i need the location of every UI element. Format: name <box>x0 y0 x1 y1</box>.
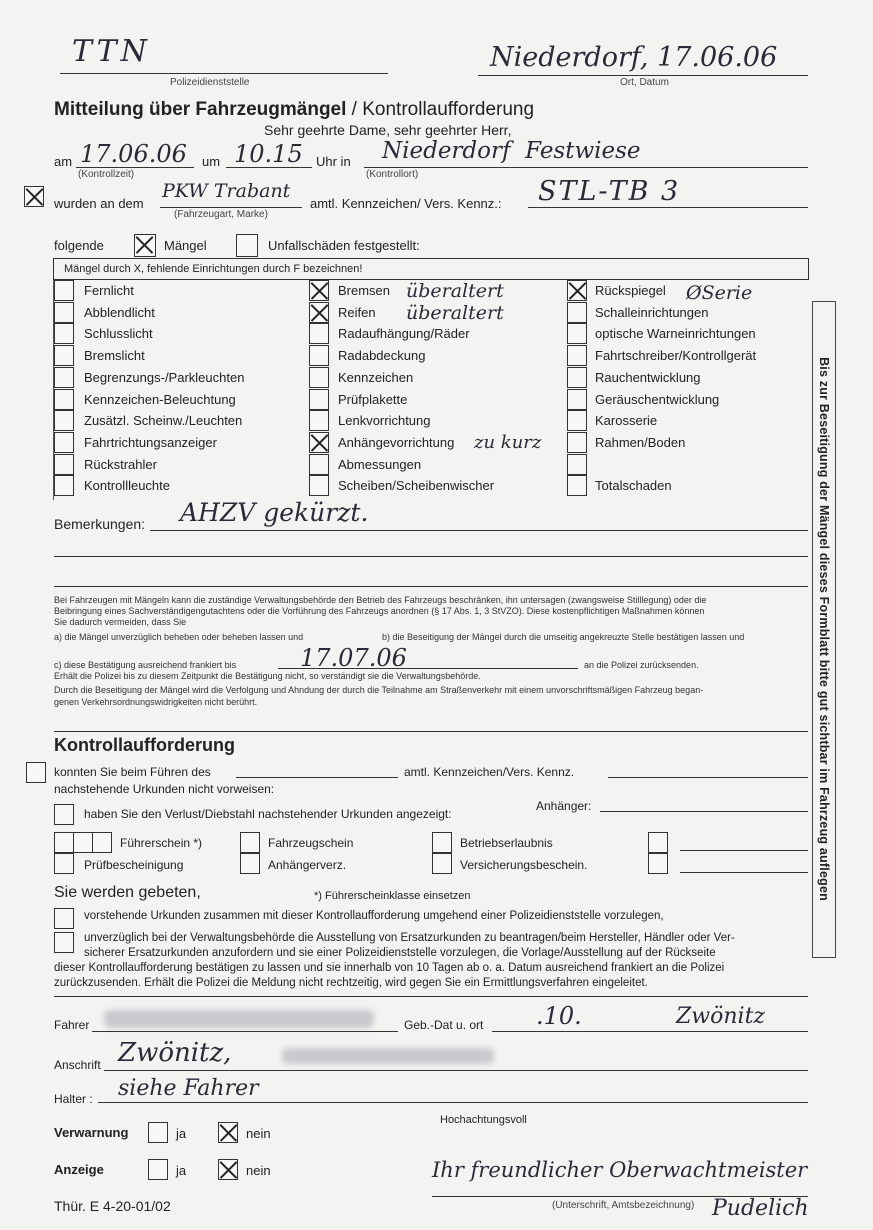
defect-checkbox-col3-8[interactable] <box>567 454 587 475</box>
sidebar-text: Bis zur Beseitigung der Mängel dieses Formblatt bitte gut sichtbar im Fahrzeug auflegen <box>817 357 831 901</box>
defect-label-col2-2: Radaufhängung/Räder <box>338 326 470 342</box>
legal-l1: Bei Fahrzeugen mit Mängeln kann die zuständige Verwaltungsbehörde den Betrieb des Fahrzeugs beschränken, ihn untersagen (zwangsweise Stilllegung) oder die <box>54 595 707 605</box>
defect-label-col1-8: Rückstrahler <box>84 456 157 472</box>
fuehrerschein-box-3[interactable] <box>92 832 112 853</box>
defect-checkbox-col2-5[interactable] <box>309 389 329 410</box>
defect-label-col3-7: Rahmen/Boden <box>595 434 686 450</box>
defect-checkbox-col3-6[interactable] <box>567 410 587 431</box>
legal-c: c) diese Bestätigung ausreichend frankiert bis <box>54 660 237 670</box>
option2-line-c: dieser Kontrollaufforderung bestätigen zu lassen und sie innerhalb von 10 Tagen ab o. a. Datum ausreichend frankiert an die Polizei <box>54 962 725 974</box>
other-doc-line-1 <box>680 850 808 851</box>
control-time: 10.15 <box>234 140 303 168</box>
defect-label-col1-9: Kontrollleuchte <box>84 478 170 494</box>
remarks-line-1 <box>150 530 808 531</box>
betriebserlaubnis-checkbox[interactable] <box>432 832 452 853</box>
option2-checkbox[interactable] <box>54 932 74 953</box>
anzeige-nein-checkbox[interactable] <box>218 1159 238 1180</box>
defect-label-col1-0: Fernlicht <box>84 283 134 298</box>
fahrzeugschein-checkbox[interactable] <box>240 832 260 853</box>
defect-checkbox-col3-9[interactable] <box>567 475 587 496</box>
halter-line <box>98 1102 808 1103</box>
option2-line-d: zurückzusenden. Erhält die Polizei die Meldung nicht rechtzeitig, wird gegen Sie ein Ermittlungsverfahren eingeleitet. <box>54 977 648 989</box>
fuehrerschein-box-2[interactable] <box>73 832 93 853</box>
control-place: Niederdorf Festwiese <box>382 138 641 164</box>
defect-label-col3-1: Schalleinrichtungen <box>595 304 709 320</box>
vehicle-checkbox[interactable] <box>24 186 44 207</box>
control-time-line <box>226 167 312 168</box>
option2-line-b: sicherer Ersatzurkunden anzufordern und sie einer Polizeidienststelle vorzulegen, die Vorlage/Ausstellung auf der Rückseite <box>84 947 716 959</box>
doc-pruefbescheinigung: Prüfbescheinigung <box>84 858 184 872</box>
salutation: Sehr geehrte Dame, sehr geehrter Herr, <box>264 122 512 138</box>
anschrift-value: Zwönitz, <box>118 1038 232 1068</box>
defect-checkbox-col2-3[interactable] <box>309 345 329 366</box>
maengel-label: Mängel <box>164 238 207 253</box>
anschrift-label: Anschrift <box>54 1058 101 1072</box>
defect-label-col3-6: Karosserie <box>595 413 658 429</box>
defect-checkbox-col3-7[interactable] <box>567 432 587 453</box>
station-label: Polizeidienststelle <box>170 77 250 88</box>
control-time-label: (Kontrollzeit) <box>78 169 135 180</box>
defect-label-col2-0: Bremsen <box>338 283 391 298</box>
option1-text: vorstehende Urkunden zusammen mit dieser Kontrollaufforderung umgehend einer Polizeidienststelle vorzulegen, <box>84 910 664 922</box>
anzeige-label: Anzeige <box>54 1162 104 1177</box>
legal-l5: Durch die Beseitigung der Mängel wird die Verfolgung und Ahndung der durch die Teilnahme am Straßenverkehr mit einem unvorschriftsmäßigen Fahrzeug began- <box>54 685 704 695</box>
defect-label-col1-6: Zusätzl. Scheinw./Leuchten <box>84 413 243 429</box>
defect-checkbox-col1-3[interactable] <box>54 345 74 366</box>
defect-checkbox-col1-0[interactable] <box>54 280 74 301</box>
defect-checkbox-col1-1[interactable] <box>54 302 74 323</box>
defect-checkbox-col3-2[interactable] <box>567 323 587 344</box>
anhaengerverz-checkbox[interactable] <box>240 853 260 874</box>
defect-label-col1-2: Schlusslicht <box>84 326 153 342</box>
defect-label-col2-3: Radabdeckung <box>338 348 426 364</box>
doc-fuehrerschein: Führerschein *) <box>120 836 203 850</box>
note-spiegel: ØSerie <box>686 282 753 304</box>
kontroll-q1b: amtl. Kennzeichen/Vers. Kennz. <box>404 765 575 779</box>
defect-label-col1-1: Abblendlicht <box>84 304 155 320</box>
anzeige-nein: nein <box>246 1163 271 1178</box>
station-value: TTN <box>72 34 151 69</box>
note-anhaenge: zu kurz <box>474 432 542 453</box>
signature-label: (Unterschrift, Amtsbezeichnung) <box>552 1200 695 1211</box>
halter-value: siehe Fahrer <box>118 1076 259 1101</box>
versicherung-checkbox[interactable] <box>432 853 452 874</box>
section-divider <box>54 731 808 732</box>
defect-checkbox-col2-0[interactable] <box>309 280 329 301</box>
doc-versicherung: Versicherungsbeschein. <box>460 858 588 872</box>
verwarnung-nein-checkbox[interactable] <box>218 1122 238 1143</box>
other-doc-checkbox-1[interactable] <box>648 832 668 853</box>
defect-checkbox-col2-6[interactable] <box>309 410 329 431</box>
defect-label-col1-5: Kennzeichen-Beleuchtung <box>84 391 236 407</box>
legal-a: a) die Mängel unverzüglich beheben oder beheben lassen und <box>54 632 304 642</box>
anzeige-ja-checkbox[interactable] <box>148 1159 168 1180</box>
defect-checkbox-col1-7[interactable] <box>54 432 74 453</box>
other-doc-line-2 <box>680 872 808 873</box>
am-label: am <box>54 154 73 169</box>
defect-checkbox-col2-2[interactable] <box>309 323 329 344</box>
vehicle-type: PKW Trabant <box>162 180 291 202</box>
plate-line <box>528 207 808 208</box>
plate-label: amtl. Kennzeichen/ Vers. Kennz.: <box>310 196 502 211</box>
defect-checkbox-col2-1[interactable] <box>309 302 329 323</box>
remarks-line-2 <box>54 556 808 557</box>
defect-checkbox-col2-4[interactable] <box>309 367 329 388</box>
greeting: Hochachtungsvoll <box>440 1114 527 1126</box>
other-doc-checkbox-2[interactable] <box>648 853 668 874</box>
option1-checkbox[interactable] <box>54 908 74 929</box>
remarks-label: Bemerkungen: <box>54 516 146 532</box>
legal-l4: Erhält die Polizei bis zu diesem Zeitpunkt die Bestätigung nicht, so verständigt sie die Verwaltungsbehörde. <box>54 671 481 681</box>
defect-label-col3-0: Rückspiegel <box>595 283 666 298</box>
defect-checkbox-col1-4[interactable] <box>54 367 74 388</box>
legal-c-line <box>278 668 578 669</box>
verwarnung-ja: ja <box>176 1126 187 1141</box>
control-place-label: (Kontrollort) <box>366 169 419 180</box>
defect-label-col1-3: Bremslicht <box>84 348 145 364</box>
anhaenger-line <box>600 811 808 812</box>
kontroll-q1c: nachstehende Urkunden nicht vorweisen: <box>54 782 275 796</box>
anhaenger-label: Anhänger: <box>536 799 592 813</box>
station-line <box>60 73 388 74</box>
fahrer-label: Fahrer <box>54 1018 90 1032</box>
defect-label-col2-9: Scheiben/Scheibenwischer <box>338 478 495 494</box>
defect-checkbox-col3-4[interactable] <box>567 367 587 388</box>
kontroll-q2: haben Sie den Verlust/Diebstahl nachstehender Urkunden angezeigt: <box>84 807 452 821</box>
pruefbescheinigung-checkbox[interactable] <box>54 853 74 874</box>
plate-value: STL-TB 3 <box>538 176 681 207</box>
instruction-box <box>53 258 809 280</box>
unfall-label: Unfallschäden festgestellt: <box>268 238 420 253</box>
option2-line-a: unverzüglich bei der Verwaltungsbehörde die Ausstellung von Ersatzurkunden zu beantragen/beim Hersteller, Händler oder Ver- <box>84 932 735 944</box>
place-date-label: Ort, Datum <box>620 77 669 88</box>
form-title-rest: / Kontrollaufforderung <box>346 99 535 120</box>
um-label: um <box>202 154 221 169</box>
vehicle-type-label: (Fahrzeugart, Marke) <box>174 209 268 220</box>
defect-label-col2-1: Reifen <box>338 304 376 320</box>
defect-checkbox-col3-3[interactable] <box>567 345 587 366</box>
defect-label-col1-4: Begrenzungs-/Parkleuchten <box>84 369 245 385</box>
fuehrerschein-box-1[interactable] <box>54 832 74 853</box>
legal-l2: Beibringung eines Sachverständigengutachtens oder die Vorführung des Fahrzeugs anordnen (§ 17 Abs. 1, 3 StVZO). Diese kostenpflichtigen Maßnahmen können <box>54 606 705 616</box>
anschrift-redacted <box>282 1048 494 1064</box>
defect-checkbox-col3-0[interactable] <box>567 280 587 301</box>
legal-l3: Sie dadurch vermeiden, dass Sie <box>54 617 187 627</box>
defect-label-col3-5: Geräuschentwicklung <box>595 391 720 407</box>
anzeige-ja: ja <box>176 1163 187 1178</box>
remarks-value: AHZV gekürzt. <box>180 498 369 527</box>
signature: Ihr freundlicher Oberwachtmeister <box>432 1158 808 1182</box>
verwarnung-ja-checkbox[interactable] <box>148 1122 168 1143</box>
defect-label-col3-3: Fahrtschreiber/Kontrollgerät <box>595 348 757 364</box>
form-id: Thür. E 4-20-01/02 <box>54 1198 171 1214</box>
defect-label-col2-6: Lenkvorrichtung <box>338 413 431 429</box>
kontroll-q1-line2 <box>608 777 808 778</box>
defect-label-col2-8: Abmessungen <box>338 456 422 472</box>
doc-betriebserlaubnis: Betriebserlaubnis <box>460 836 553 850</box>
defect-label-col1-7: Fahrtrichtungsanzeiger <box>84 434 217 450</box>
defect-checkbox-col1-5[interactable] <box>54 389 74 410</box>
unfall-checkbox[interactable] <box>236 234 258 257</box>
halter-label: Halter : <box>54 1092 93 1106</box>
place-date-line <box>478 75 808 76</box>
defect-label-col3-9: Totalschaden <box>595 478 672 494</box>
defect-checkbox-col2-7[interactable] <box>309 432 329 453</box>
defect-checkbox-col3-1[interactable] <box>567 302 587 323</box>
place-date-value: Niederdorf, 17.06.06 <box>490 42 778 73</box>
kontroll-q1-checkbox[interactable] <box>26 762 46 783</box>
legal-l6: genen Verkehrsordnungswidrigkeiten nicht berührt. <box>54 697 258 707</box>
uhr-in-label: Uhr in <box>316 154 351 169</box>
anschrift-line <box>104 1070 808 1071</box>
control-place-line <box>364 167 808 168</box>
kontroll-q2-checkbox[interactable] <box>54 804 74 825</box>
geb-label: Geb.-Dat u. ort <box>404 1018 484 1032</box>
defect-label-col2-4: Kennzeichen <box>338 369 414 385</box>
vehicle-type-line <box>160 207 302 208</box>
defect-label-col2-5: Prüfplakette <box>338 391 408 407</box>
note-reifen: überaltert <box>406 302 504 324</box>
footnote: *) Führerscheinklasse einsetzen <box>314 890 471 902</box>
kontroll-end-line <box>54 996 808 997</box>
geb-value: .10. <box>536 1002 582 1030</box>
maengel-checkbox[interactable] <box>134 234 156 257</box>
remarks-line-3 <box>54 586 808 587</box>
defect-label-col3-4: Rauchentwicklung <box>595 369 701 385</box>
defect-checkbox-col3-5[interactable] <box>567 389 587 410</box>
control-date: 17.06.06 <box>80 140 187 168</box>
sidebar-notice <box>812 301 836 958</box>
legal-c-end: an die Polizei zurücksenden. <box>584 660 699 670</box>
doc-anhaengerverz: Anhängerverz. <box>268 858 347 872</box>
verwarnung-label: Verwarnung <box>54 1125 129 1140</box>
vehicle-prefix: wurden an dem <box>54 196 144 211</box>
note-bremsen: überaltert <box>406 280 504 302</box>
legal-b: b) die Beseitigung der Mängel durch die umseitig angekreuzte Stelle bestätigen lassen und <box>382 632 745 642</box>
fahrer-line <box>92 1031 398 1032</box>
doc-fahrzeugschein: Fahrzeugschein <box>268 836 354 850</box>
verwarnung-nein: nein <box>246 1126 271 1141</box>
defect-checkbox-col1-2[interactable] <box>54 323 74 344</box>
defect-checkbox-col2-9[interactable] <box>309 475 329 496</box>
defect-checkbox-col1-6[interactable] <box>54 410 74 431</box>
form-title-bold: Mitteilung über Fahrzeugmängel <box>54 99 347 120</box>
defect-label-col2-7: Anhängevorrichtung <box>338 434 455 450</box>
form-title <box>54 99 534 121</box>
instruction-text: Mängel durch X, fehlende Einrichtungen durch F bezeichnen! <box>64 263 363 275</box>
gebeten-label: Sie werden gebeten, <box>54 884 201 901</box>
defect-checkbox-col1-9[interactable] <box>54 475 74 496</box>
fahrer-redacted <box>104 1010 374 1028</box>
geb-line <box>492 1031 808 1032</box>
folgende-label: folgende <box>54 238 104 253</box>
control-date-line <box>76 167 194 168</box>
kontroll-q1-line1 <box>236 777 398 778</box>
geb-place: Zwönitz <box>676 1004 765 1029</box>
defect-checkbox-col1-8[interactable] <box>54 454 74 475</box>
defect-checkbox-col2-8[interactable] <box>309 454 329 475</box>
signature-name: Pudelich <box>712 1196 809 1221</box>
legal-c-date: 17.07.06 <box>300 644 407 672</box>
kontroll-title: Kontrollaufforderung <box>54 735 235 755</box>
defect-label-col3-2: optische Warneinrichtungen <box>595 326 756 342</box>
kontroll-q1a: konnten Sie beim Führen des <box>54 765 211 779</box>
